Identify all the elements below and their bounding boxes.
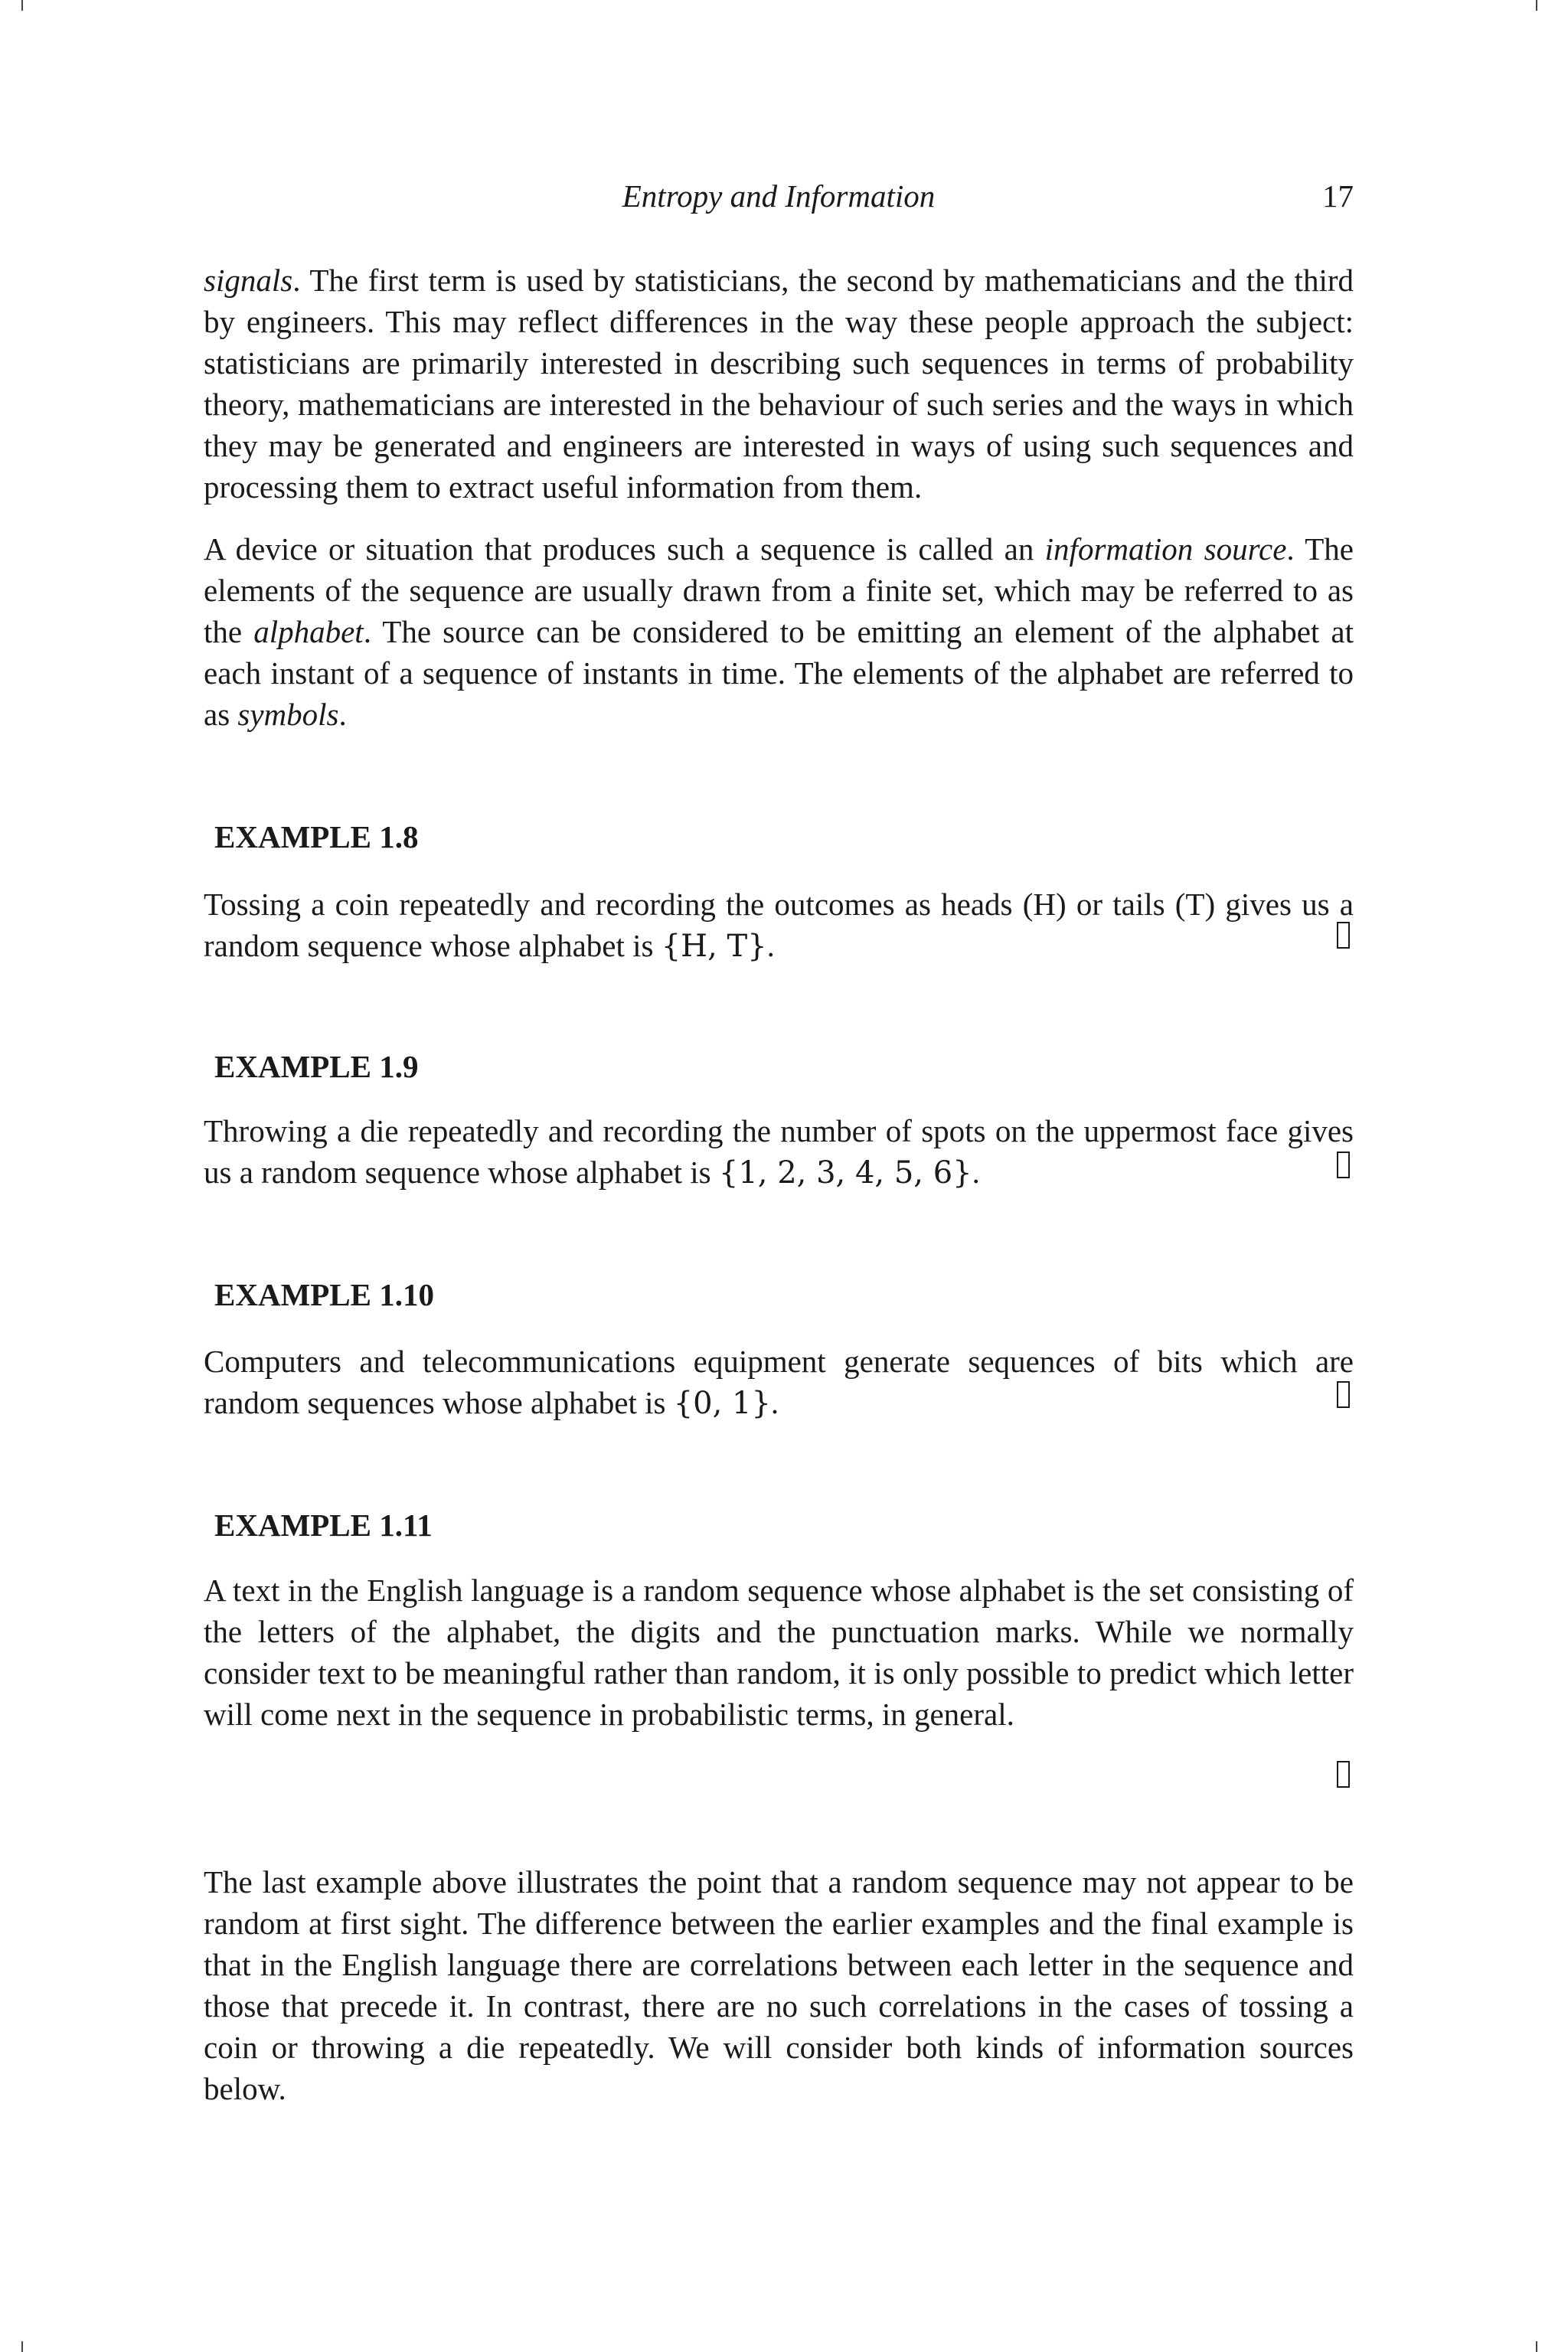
example-1-8-text (204, 884, 1354, 967)
example-1-9-alphabet: {1, 2, 3, 4, 5, 6} (718, 1155, 972, 1191)
qed-symbol-example-1-8 (1337, 922, 1350, 949)
example-1-9-body: Throwing a die repeatedly and recording the number of spots on the uppermost face gives us a random sequence whose alphabet is (204, 1113, 1354, 1190)
example-1-9-heading: EXAMPLE 1.9 (214, 1049, 419, 1084)
example-1-10-alphabet: {0, 1} (673, 1386, 771, 1421)
running-header (204, 178, 1354, 220)
example-1-11-heading: EXAMPLE 1.11 (214, 1508, 433, 1543)
example-1-10-body: Computers and telecommunications equipment generate sequences of bits which are random sequences whose alphabet is (204, 1344, 1354, 1420)
example-1-10-text (204, 1341, 1354, 1424)
emph-information-source: information source (1044, 531, 1287, 567)
example-1-9-text (204, 1110, 1354, 1194)
example-1-10-end: . (770, 1385, 779, 1420)
emph-signals: signals (204, 263, 293, 298)
source-text-1: A device or situation that produces such a sequence is called an (204, 531, 1045, 567)
running-title: Entropy and Information (622, 178, 936, 214)
example-1-11-text: A text in the English language is a random sequence whose alphabet is the set consisting of the letters of the alphabet, the digits and the punctuation marks. While we normally consider text to be meaningful rather than random, it is only possible to predict which letter will come next in the sequence in probabilistic terms, in general. (204, 1573, 1354, 1732)
qed-symbol-example-1-11 (1337, 1761, 1350, 1788)
example-1-8-end: . (766, 928, 775, 963)
crop-mark-bottom-right (1536, 2341, 1537, 2352)
source-text-4: . (338, 697, 347, 732)
source-text-2: . The elements of the sequence are usually drawn from a finite set, which may be referred to as the (204, 531, 1354, 649)
emph-alphabet: alphabet (253, 614, 364, 649)
intro-paragraph (204, 260, 1354, 508)
example-1-8-alphabet: {H, T} (661, 929, 767, 964)
information-source-paragraph (204, 528, 1354, 735)
page-number: 17 (1322, 178, 1354, 214)
qed-symbol-example-1-10 (1337, 1381, 1350, 1408)
crop-mark-top-right (1536, 0, 1537, 11)
qed-symbol-example-1-9 (1337, 1152, 1350, 1178)
example-1-10-heading: EXAMPLE 1.10 (214, 1277, 434, 1312)
crop-mark-top-left (21, 0, 23, 11)
emph-symbols: symbols (237, 697, 339, 732)
source-text-3: . The source can be considered to be emitting an element of the alphabet at each instant of a sequence of instants in time. The elements of the alphabet are referred to as (204, 614, 1354, 732)
example-1-8-body: Tossing a coin repeatedly and recording the outcomes as heads (H) or tails (T) gives us a random sequence whose alphabet is (204, 887, 1354, 963)
example-1-8-heading: EXAMPLE 1.8 (214, 819, 419, 854)
example-1-9-end: . (972, 1155, 980, 1190)
closing-paragraph: The last example above illustrates the point that a random sequence may not appear to be random at first sight. The difference between the earlier examples and the final example is that in the English language there are correlations between each letter in the sequence and those that precede it. In contrast, there are no such correlations in the cases of tossing a coin or throwing a die repeatedly. We will consider both kinds of information sources below. (204, 1864, 1354, 2106)
crop-mark-bottom-left (21, 2341, 23, 2352)
intro-text: . The first term is used by statisticians, the second by mathematicians and the third by engineers. This may reflect differences in the way these people approach the subject: statisticians are primarily interested in describing such sequences in terms of probability theory, mathematicians are interested in the behaviour of such series and the ways in which they may be generated and engineers are interested in ways of using such sequences and processing them to extract useful information from them. (204, 263, 1354, 505)
